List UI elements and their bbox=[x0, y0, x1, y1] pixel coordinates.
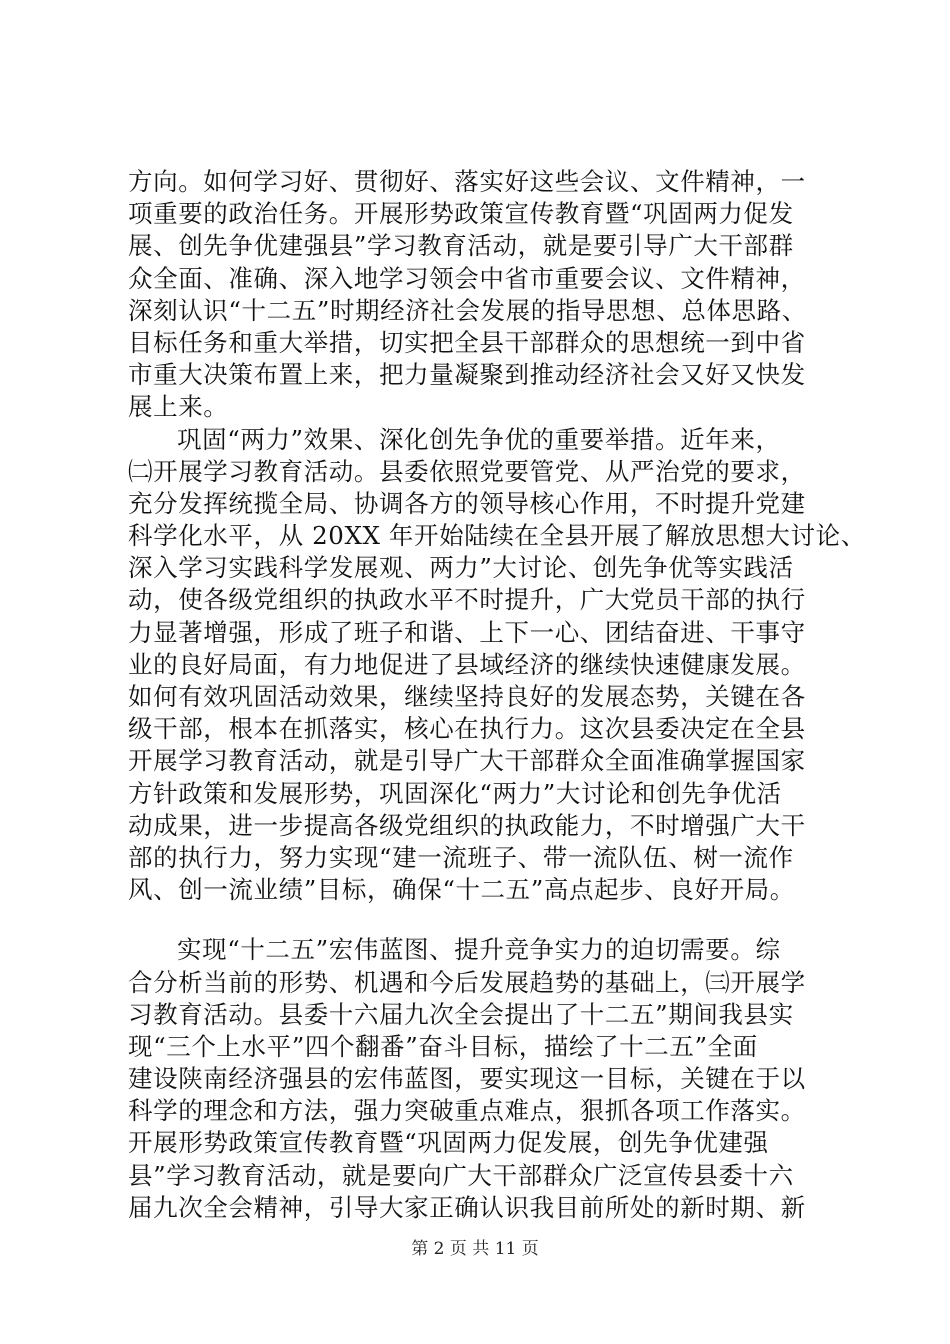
text-line: ㈡开展学习教育活动。县委依照党要管党、从严治党的要求， bbox=[128, 456, 806, 486]
text-line: 开展形势政策宣传教育暨“巩固两力促发展，创先争优建强 bbox=[128, 1128, 769, 1158]
text-line: 市重大决策布置上来，把力量凝聚到推动经济社会又好又快发 bbox=[128, 360, 806, 390]
text-line: 习教育活动。县委十六届九次全会提出了十二五”期间我县实 bbox=[128, 999, 794, 1029]
text-line: 业的良好局面，有力地促进了县域经济的继续快速健康发展。 bbox=[128, 649, 806, 679]
text-line: 展、创先争优建强县”学习教育活动，就是要引导广大干部群 bbox=[128, 231, 794, 261]
text-line: 实现“十二五”宏伟蓝图、提升竞争实力的迫切需要。综 bbox=[177, 935, 781, 965]
paragraph-2 bbox=[128, 424, 866, 907]
paragraph-1 bbox=[128, 166, 848, 424]
text-line: 巩固“两力”效果、深化创先争优的重要举措。近年来， bbox=[177, 424, 781, 454]
text-line: 建设陕南经济强县的宏伟蓝图，要实现这一目标，关键在于以 bbox=[128, 1064, 806, 1094]
text-line: 如何有效巩固活动效果，继续坚持良好的发展态势，关键在各 bbox=[128, 682, 806, 711]
text-line: 风、创一流业绩”目标，确保“十二五”高点起步、良好开局。 bbox=[128, 875, 795, 905]
paragraph-spacer bbox=[128, 906, 848, 934]
text-line: 现“三个上水平”四个翻番”奋斗目标，描绘了十二五”全面 bbox=[128, 1031, 758, 1061]
text-line: 科学的理念和方法，强力突破重点难点，狠抓各项工作落实。 bbox=[128, 1096, 806, 1126]
paragraph-3 bbox=[128, 934, 848, 1224]
text-line: 合分析当前的形势、机遇和今后发展趋势的基础上，㈢开展学 bbox=[128, 967, 806, 997]
text-line: 展上来。 bbox=[128, 392, 229, 422]
page-number-footer: 第 2 页 共 11 页 bbox=[411, 1239, 539, 1259]
text-line: 充分发挥统揽全局、协调各方的领导核心作用，不时提升党建 bbox=[128, 488, 806, 518]
text-line: 届九次全会精神，引导大家正确认识我目前所处的新时期、新 bbox=[128, 1192, 806, 1222]
text-line: 动，使各级党组织的执政水平不时提升，广大党员干部的执行 bbox=[128, 585, 806, 615]
text-line: 县”学习教育活动，就是要向广大干部群众广泛宣传县委十六 bbox=[128, 1160, 794, 1190]
text-line: 开展学习教育活动，就是引导广大干部群众全面准确掌握国家 bbox=[128, 746, 806, 776]
document-body bbox=[128, 166, 866, 1224]
text-line: 部的执行力，努力实现“建一流班子、带一流队伍、树一流作 bbox=[128, 842, 794, 872]
text-line: 科学化水平，从 20XX 年开始陆续在全县开展了解放思想大讨论、 bbox=[128, 521, 866, 551]
text-line: 目标任务和重大举措，切实把全县干部群众的思想统一到中省 bbox=[128, 327, 806, 357]
text-line: 级干部，根本在抓落实，核心在执行力。这次县委决定在全县 bbox=[128, 714, 806, 744]
text-line: 项重要的政治任务。开展形势政策宣传教育暨“巩固两力促发 bbox=[128, 199, 794, 229]
text-line: 力显著增强，形成了班子和谐、上下一心、团结奋进、干事守 bbox=[128, 617, 806, 647]
text-line: 众全面、准确、深入地学习领会中省市重要会议、文件精神， bbox=[128, 263, 806, 293]
text-line: 深入学习实践科学发展观、两力”大讨论、创先争优等实践活 bbox=[128, 553, 794, 583]
text-line: 深刻认识“十二五”时期经济社会发展的指导思想、总体思路、 bbox=[128, 295, 807, 325]
text-line: 动成果，进一步提高各级党组织的执政能力，不时增强广大干 bbox=[128, 810, 806, 840]
text-line: 方向。如何学习好、贯彻好、落实好这些会议、文件精神，一 bbox=[128, 167, 806, 196]
text-line: 方针政策和发展形势，巩固深化“两力”大讨论和创先争优活 bbox=[128, 778, 782, 808]
